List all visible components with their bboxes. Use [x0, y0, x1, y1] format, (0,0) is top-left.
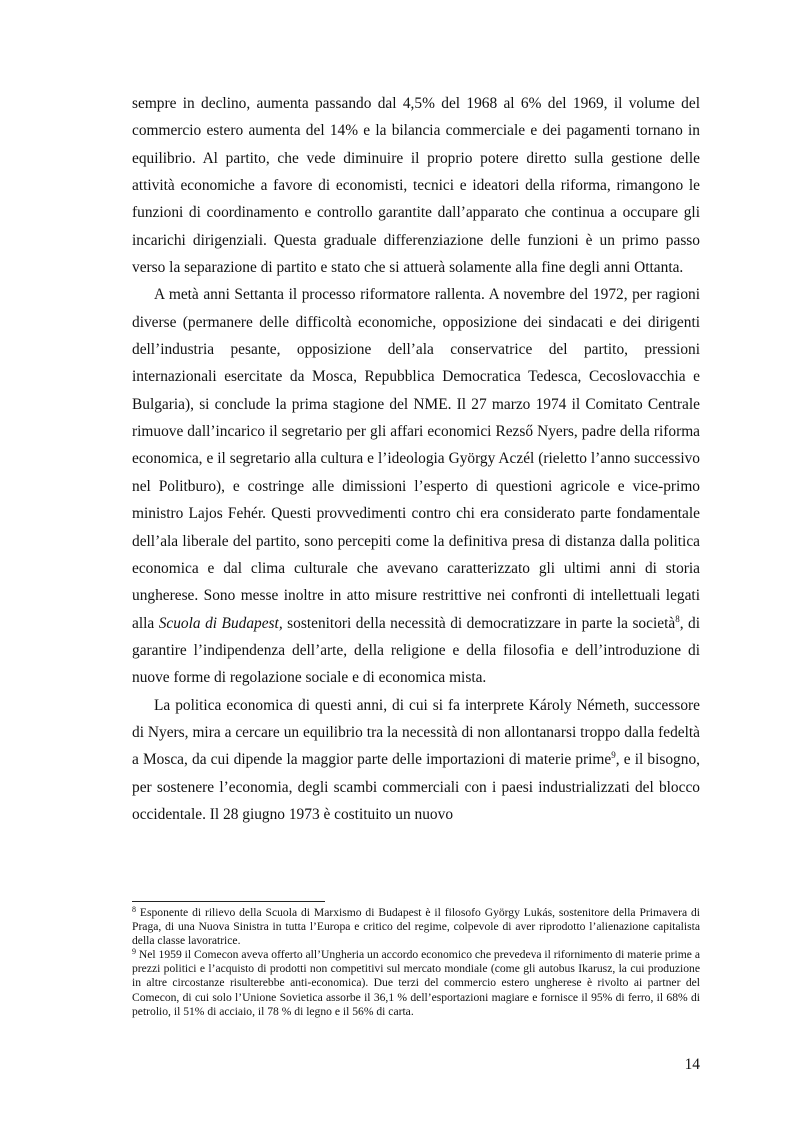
footnote-ref-9: 9	[611, 750, 616, 761]
paragraph-2-text-a: A metà anni Settanta il processo riformatore rallenta. A novembre del 1972, per ragioni diverse (permanere delle difficoltà economiche, opposizione dei sindacati e dei dirigenti dell’industria pesante, opposizione dell’ala conservatrice del partito, pressioni internazionali esercitate da Mosca, Repubblica Democratica Tedesca, Cecoslovacchia e Bulgaria), si conclude la prima stagione del NME. Il 27 marzo 1974 il Comitato Centrale rimuove dall’incarico il segretario per gli affari economici Rezső Nyers, padre della riforma economica, e il segretario alla cultura e l’ideologia György Aczél (rieletto l’anno successivo nel Politburo), e costringe alle dimissioni l’esperto di questioni agricole e vice-primo ministro Lajos Fehér. Questi provvedimenti contro chi era considerato parte fondamentale dell’ala liberale del partito, sono percepiti come la definitiva presa di distanza dalla politica economica e dal clima culturale che avevano caratterizzato gli ultimi anni di storia ungherese. Sono messe inoltre in atto misure restrittive nei confronti di intellettuali legati alla	[132, 286, 700, 632]
footnotes	[132, 906, 700, 1019]
paragraph-3-text-b: , e il bisogno, per sostenere l’economia, degli scambi commerciali con i paesi industrializzati del blocco occidentale. Il 28 giugno 1973 è costituito un nuovo	[132, 751, 700, 823]
paragraph-3-text-a: La politica economica di questi anni, di cui si fa interprete Károly Németh, successore di Nyers, mira a cercare un equilibrio tra la necessità di non allontanarsi troppo dalla fedeltà a Mosca, da cui dipende la maggior parte delle importazioni di materie prime	[132, 696, 700, 769]
footnote-9-text: Nel 1959 il Comecon aveva offerto all’Ungheria un accordo economico che prevedeva il rifornimento di materie prime a prezzi politici e l’acquisto di prodotti non competitivi sul mercato mondiale (come gli autobus Ikarusz, la cui produzione in altre circostanze risulterebbe anti-economica). Due terzi del commercio estero ungherese è rivolto ai partner del Comecon, di cui solo l’Unione Sovietica assorbe il 36,1 % dell’esportazioni magiare e fornisce il 95% di ferro, il 68% di petrolio, il 51% di acciaio, il 78 % di legno e il 56% di carta.	[132, 948, 700, 1018]
paragraph-3	[132, 692, 700, 829]
footnote-marker-8: 8	[132, 905, 136, 914]
paragraph-1-text: sempre in declino, aumenta passando dal 4,5% del 1968 al 6% del 1969, il volume del commercio estero aumenta del 14% e la bilancia commerciale e dei pagamenti tornano in equilibrio. Al partito, che vede diminuire il proprio potere diretto sulla gestione delle attività economiche a favore di economisti, tecnici e ideatori della riforma, rimangono le funzioni di coordinamento e controllo garantite dall’apparato che continua a occupare gli incarichi dirigenziali. Questa graduale differenziazione delle funzioni è un primo passo verso la separazione di partito e stato che si attuerà solamente alla fine degli anni Ottanta.	[132, 95, 700, 277]
footnote-8	[132, 906, 700, 948]
footnote-ref-8: 8	[675, 613, 680, 624]
paragraph-2-text-b: sostenitori della necessità di democratizzare in parte la società	[282, 614, 676, 632]
body-text	[132, 90, 700, 828]
paragraph-2-text-c: , di garantire l’indipendenza dell’arte, della religione e della filosofia e dell’introduzione di nuove forme di regolazione sociale e di economica mista.	[132, 614, 700, 687]
footnote-9	[132, 948, 700, 1018]
footnote-8-text: Esponente di rilievo della Scuola di Marxismo di Budapest è il filosofo György Lukás, sostenitore della Primavera di Praga, di una Nuova Sinistra in tutta l’Europa e critico del regime, colpevole di aver riprodotto l’alienazione capitalista della classe lavoratrice.	[132, 906, 700, 948]
footnote-marker-9: 9	[132, 947, 136, 957]
paragraph-2	[132, 281, 700, 691]
paragraph-1	[132, 90, 700, 281]
italic-term-scuola-di-budapest: Scuola di Budapest,	[158, 614, 283, 632]
page-number: 14	[684, 1056, 700, 1073]
footnote-separator	[132, 901, 325, 902]
